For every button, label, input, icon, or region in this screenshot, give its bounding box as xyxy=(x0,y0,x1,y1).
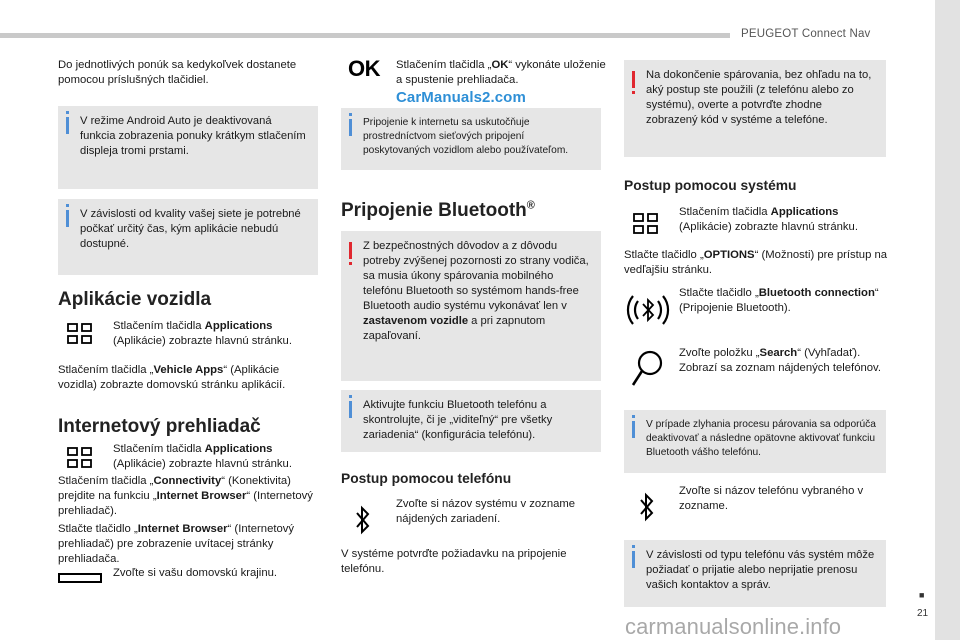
heading-system-procedure: Postup pomocou systému xyxy=(624,178,797,193)
info-note-activate-bluetooth xyxy=(341,390,601,452)
info-icon xyxy=(66,210,69,227)
info-note-android-auto xyxy=(58,106,318,189)
browser-apps-instruction: Stlačením tlačidla Applications (Aplikácie) zobrazte hlavnú stránku. xyxy=(113,443,292,471)
ok-instruction: Stlačením tlačidla „OK“ vykonáte uloženie a spustenie prehliadača. xyxy=(396,59,606,87)
page-number: 21 xyxy=(917,608,929,619)
bluetooth-connection-instruction: Stlačte tlačidlo „Bluetooth connection“ (Pripojenie Bluetooth). xyxy=(679,287,879,315)
intro-text: Do jednotlivých ponúk sa kedykoľvek dostanete pomocou príslušných tlačidiel. xyxy=(58,59,297,87)
info-note-internet xyxy=(341,108,601,170)
heading-bluetooth: Pripojenie Bluetooth® xyxy=(341,199,535,221)
bluetooth-connection-icon xyxy=(624,286,672,334)
applications-grid-icon xyxy=(66,322,94,346)
internet-browser-instruction: Stlačte tlačidlo „Internet Browser“ (Internetový prehliadač) pre zobrazenie uvítacej stránky prehliadača. xyxy=(58,523,295,566)
page-edge-strip xyxy=(935,0,960,640)
info-note-pairing-failure xyxy=(624,410,886,473)
country-bar-icon xyxy=(58,572,102,584)
search-icon xyxy=(628,348,666,390)
confirm-instruction: V systéme potvrďte požiadavku na pripojenie telefónu. xyxy=(341,548,567,576)
note-text: Na dokončenie spárovania, bez ohľadu na to, aký postup ste použili (z telefónu alebo zo systému), overte a potvrďte zhodne zobrazený kód v systéme a telefóne. xyxy=(646,69,872,126)
applications-grid-icon xyxy=(632,212,660,236)
note-text: Pripojenie k internetu sa uskutočňuje prostredníctvom sieťových pripojení poskytovaných vozidlom alebo používateľom. xyxy=(363,117,569,156)
connectivity-instruction: Stlačením tlačidla „Connectivity“ (Konektivita) prejdite na funkciu „Internet Browser“ (Internetový prehliadač). xyxy=(58,475,313,518)
header-rule xyxy=(0,33,730,38)
select-phone-instruction: Zvoľte si názov telefónu vybraného v zozname. xyxy=(679,485,864,513)
options-instruction: Stlačte tlačidlo „OPTIONS“ (Možnosti) pre prístup na vedľajšiu stránku. xyxy=(624,249,888,277)
heading-internet-browser: Internetový prehliadač xyxy=(58,416,261,437)
applications-grid-icon xyxy=(66,446,94,470)
header-title: PEUGEOT Connect Nav xyxy=(741,28,871,40)
select-system-instruction: Zvoľte si názov systému v zozname nájdených zariadení. xyxy=(396,498,576,526)
country-instruction: Zvoľte si vašu domovskú krajinu. xyxy=(113,567,278,579)
warning-icon xyxy=(349,242,352,259)
note-text: V závislosti od typu telefónu vás systém môže požiadať o prijatie alebo neprijatie prenosu vašich kontaktov a správ. xyxy=(646,549,875,591)
search-instruction: Zvoľte položku „Search“ (Vyhľadať). Zobrazí sa zoznam nájdených telefónov. xyxy=(679,347,881,375)
note-text: V závislosti od kvality vašej siete je potrebné počkať určitý čas, kým aplikácie nebudú dostupné. xyxy=(80,208,301,250)
warning-icon xyxy=(632,71,635,88)
info-icon xyxy=(349,401,352,418)
info-note-contacts-transfer xyxy=(624,540,886,607)
system-apps-instruction: Stlačením tlačidla Applications (Aplikácie) zobrazte hlavnú stránku. xyxy=(679,206,858,234)
info-note-network xyxy=(58,199,318,275)
heading-phone-procedure: Postup pomocou telefónu xyxy=(341,471,512,486)
apps-instruction: Stlačením tlačidla Applications (Aplikácie) zobrazte hlavnú stránku. xyxy=(113,320,292,348)
warning-note-pairing-code xyxy=(624,60,886,157)
watermark-carmanuals: CarManuals2.com xyxy=(396,89,526,106)
note-text: V režime Android Auto je deaktivovaná funkcia zobrazenia ponuky krátkym stlačením displeja tromi prstami. xyxy=(80,115,306,157)
info-icon xyxy=(349,119,352,136)
vehicle-apps-instruction: Stlačením tlačidla „Vehicle Apps“ (Aplikácie vozidla) zobrazte domovskú stránku aplikácií. xyxy=(58,364,286,392)
ok-button-icon: OK xyxy=(348,56,380,82)
bluetooth-icon xyxy=(634,490,660,524)
info-icon xyxy=(632,551,635,568)
warning-note-safety: Z bezpečnostných dôvodov a z dôvodu potreby zvýšenej pozornosti zo strany vodiča, sa musia úkony spárovania mobilného telefónu Bluetooth so systémom hands-free Bluetooth audio systému vykonávať len v zastavenom vozidle a pri zapnutom zapaľovaní. xyxy=(341,231,601,381)
heading-vehicle-apps: Aplikácie vozidla xyxy=(58,289,212,310)
bluetooth-icon xyxy=(350,503,376,537)
note-text: Aktivujte funkciu Bluetooth telefónu a skontrolujte, či je „viditeľný“ pre všetky zariadenia“ (konfigurácia telefónu). xyxy=(363,399,553,441)
info-icon xyxy=(632,421,635,438)
note-text: V prípade zlyhania procesu párovania sa odporúča deaktivovať a následne opätovne aktivovať funkciu Bluetooth vášho telefónu. xyxy=(646,419,876,458)
page-marker: ■ xyxy=(919,590,925,600)
watermark-carmanualsonline: carmanualsonline.info xyxy=(625,614,842,639)
info-icon xyxy=(66,117,69,134)
